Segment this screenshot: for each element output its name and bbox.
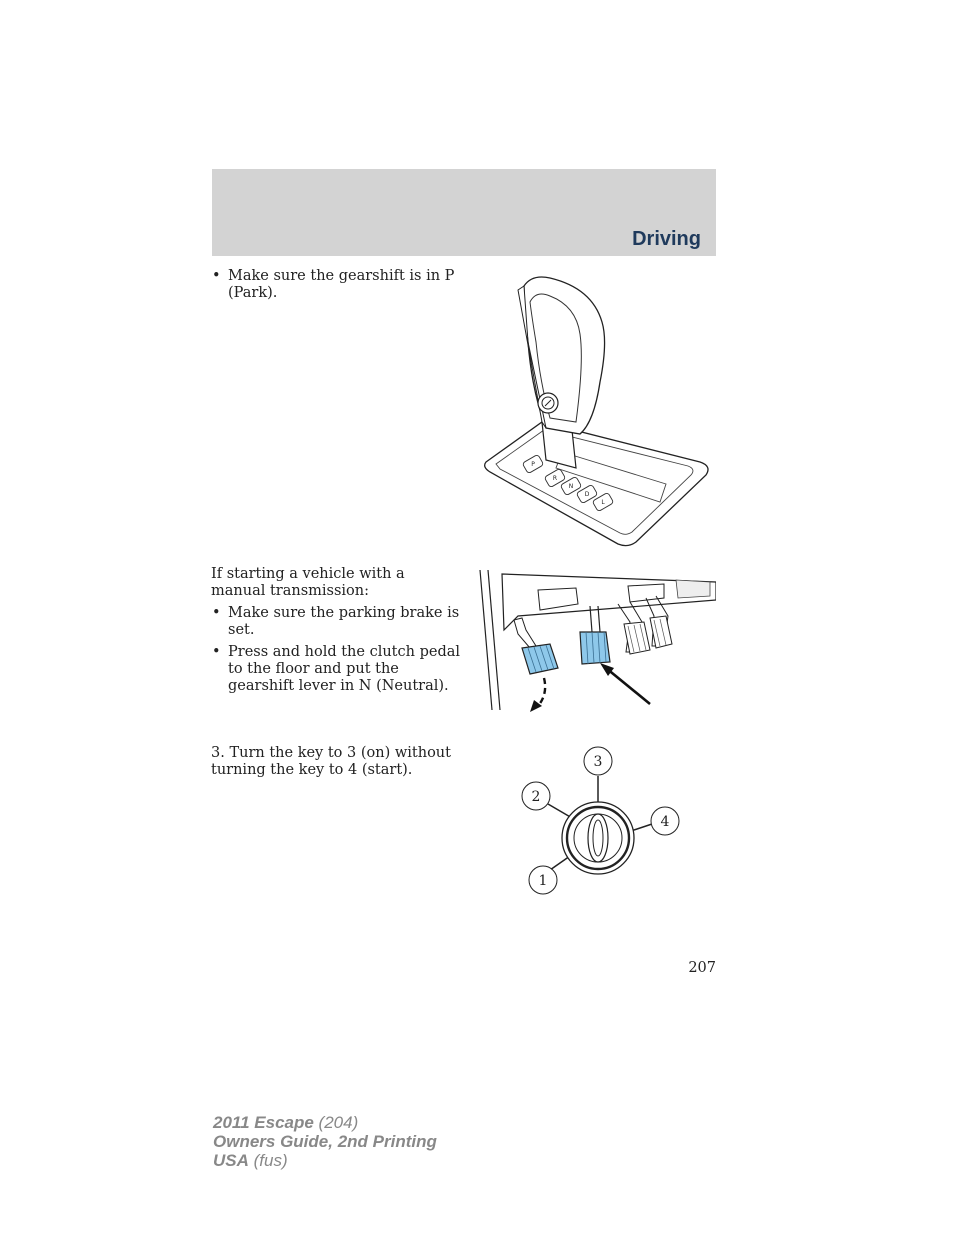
bullet-text: Make sure the gearshift is in P (Park).	[228, 268, 455, 301]
bullet-text: Press and hold the clutch pedal to the floor and put the gearshift lever in N (Neutral).	[228, 644, 461, 694]
list-item	[211, 644, 461, 695]
bullet-text: Make sure the parking brake is set.	[228, 605, 460, 638]
list-item	[211, 605, 461, 639]
section-title: Driving	[632, 228, 701, 250]
page-number: 207	[688, 960, 716, 976]
gear-label-r: R	[552, 475, 558, 482]
list-item	[211, 268, 461, 302]
bullet-icon: •	[212, 644, 221, 660]
section-header	[212, 169, 716, 256]
gear-label-d: D	[584, 491, 590, 498]
manual-transmission-instructions	[211, 566, 461, 700]
ignition-instruction	[211, 745, 461, 779]
ignition-position-1: 1	[538, 873, 548, 889]
step-text: 3. Turn the key to 3 (on) without turning the key to 4 (start).	[211, 745, 451, 778]
ignition-position-3: 3	[593, 754, 603, 770]
gearshift-illustration	[480, 272, 716, 548]
footer	[213, 1113, 437, 1170]
gear-label-p: P	[531, 461, 535, 468]
pedals-illustration	[478, 570, 716, 714]
ignition-illustration	[510, 744, 686, 898]
gear-label-n: N	[568, 483, 574, 490]
footer-line-3: USA (fus)	[213, 1151, 288, 1170]
bullet-icon: •	[212, 605, 221, 621]
bullet-icon: •	[212, 268, 221, 284]
gearshift-instruction	[211, 268, 461, 307]
footer-line-2: Owners Guide, 2nd Printing	[213, 1132, 437, 1151]
ignition-position-2: 2	[531, 789, 541, 805]
gear-label-l: L	[601, 499, 605, 506]
footer-line-1: 2011 Escape (204)	[213, 1113, 359, 1132]
ignition-position-4: 4	[660, 814, 670, 830]
intro-text: If starting a vehicle with a manual transmission:	[211, 566, 405, 599]
